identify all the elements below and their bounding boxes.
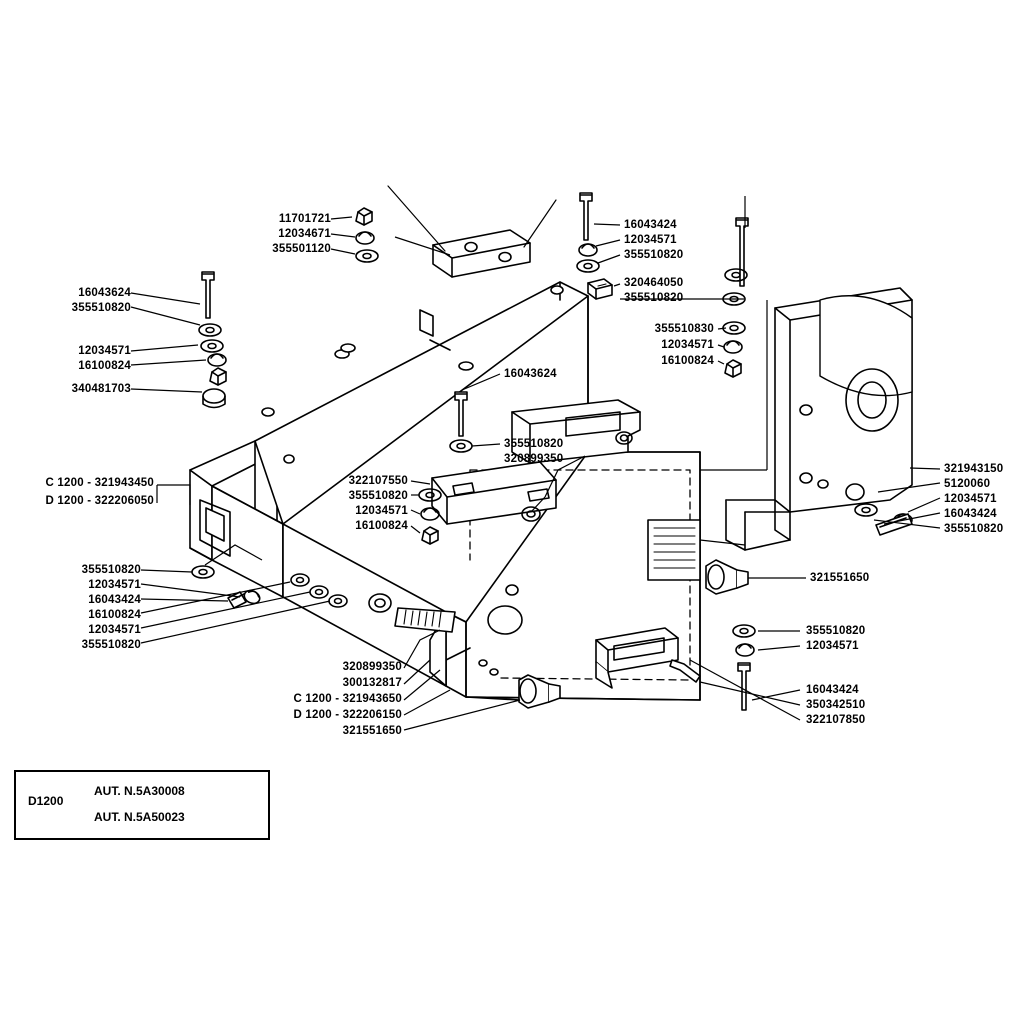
part-label-320899350-center: 320899350	[504, 453, 564, 465]
legend-aut-line-1: AUT. N.5A30008	[94, 784, 185, 798]
part-label-16043624-center: 16043624	[504, 368, 557, 380]
part-label-d1200-322206050: D 1200 - 322206050	[45, 495, 154, 507]
legend-model-code: D1200	[28, 794, 64, 808]
part-label-355510820-left-lower-2: 355510820	[81, 639, 141, 651]
part-label-16043624-left: 16043624	[78, 287, 131, 299]
part-label-321551650-bottom: 321551650	[342, 725, 402, 737]
part-label-c1200-321943450: C 1200 - 321943450	[45, 477, 154, 489]
legend-box	[14, 770, 270, 840]
part-label-16100824-right-upper: 16100824	[661, 355, 714, 367]
part-label-12034571-right-upper: 12034571	[661, 339, 714, 351]
part-label-12034571-top-right: 12034571	[624, 234, 677, 246]
part-label-16043424-left-lower: 16043424	[88, 594, 141, 606]
part-label-355510820-left-upper: 355510820	[71, 302, 131, 314]
part-label-355510830: 355510830	[654, 323, 714, 335]
part-label-320899350-bottom: 320899350	[342, 661, 402, 673]
part-label-12034571-right: 12034571	[944, 493, 997, 505]
part-label-12034671: 12034671	[278, 228, 331, 240]
part-label-d1200-322206150: D 1200 - 322206150	[293, 709, 402, 721]
part-label-321943150: 321943150	[944, 463, 1004, 475]
part-label-12034571-right-lower: 12034571	[806, 640, 859, 652]
part-label-321551650-right: 321551650	[810, 572, 870, 584]
part-label-355510820-top-right: 355510820	[624, 249, 684, 261]
part-label-340481703: 340481703	[71, 383, 131, 395]
part-label-16043424-top-right: 16043424	[624, 219, 677, 231]
part-label-12034571-left-lower-1: 12034571	[88, 579, 141, 591]
part-label-16043424-right: 16043424	[944, 508, 997, 520]
part-label-16100824-center-bracket: 16100824	[355, 520, 408, 532]
part-label-16100824-left-upper: 16100824	[78, 360, 131, 372]
part-label-355501120: 355501120	[272, 243, 331, 255]
part-label-16100824-left-lower: 16100824	[88, 609, 141, 621]
part-label-355510820-right-lower: 355510820	[806, 625, 866, 637]
part-label-5120060: 5120060	[944, 478, 991, 490]
part-label-322107550: 322107550	[348, 475, 408, 487]
part-label-320464050: 320464050	[624, 277, 684, 289]
part-label-355510820-clip: 355510820	[624, 292, 684, 304]
part-label-12034571-left-upper: 12034571	[78, 345, 131, 357]
part-label-355510820-center-bracket: 355510820	[348, 490, 408, 502]
part-label-355510820-right: 355510820	[944, 523, 1004, 535]
part-label-300132817: 300132817	[342, 677, 402, 689]
part-label-16043424-right-lower: 16043424	[806, 684, 859, 696]
part-label-c1200-321943650: C 1200 - 321943650	[293, 693, 402, 705]
part-label-11701721: 11701721	[278, 213, 331, 225]
legend-aut-line-2: AUT. N.5A50023	[94, 810, 185, 824]
part-label-12034571-center-bracket: 12034571	[355, 505, 408, 517]
part-label-355510820-center: 355510820	[504, 438, 564, 450]
part-label-322107850: 322107850	[806, 714, 866, 726]
part-label-350342510: 350342510	[806, 699, 866, 711]
part-label-355510820-left-lower-1: 355510820	[81, 564, 141, 576]
part-label-12034571-left-lower-2: 12034571	[88, 624, 141, 636]
